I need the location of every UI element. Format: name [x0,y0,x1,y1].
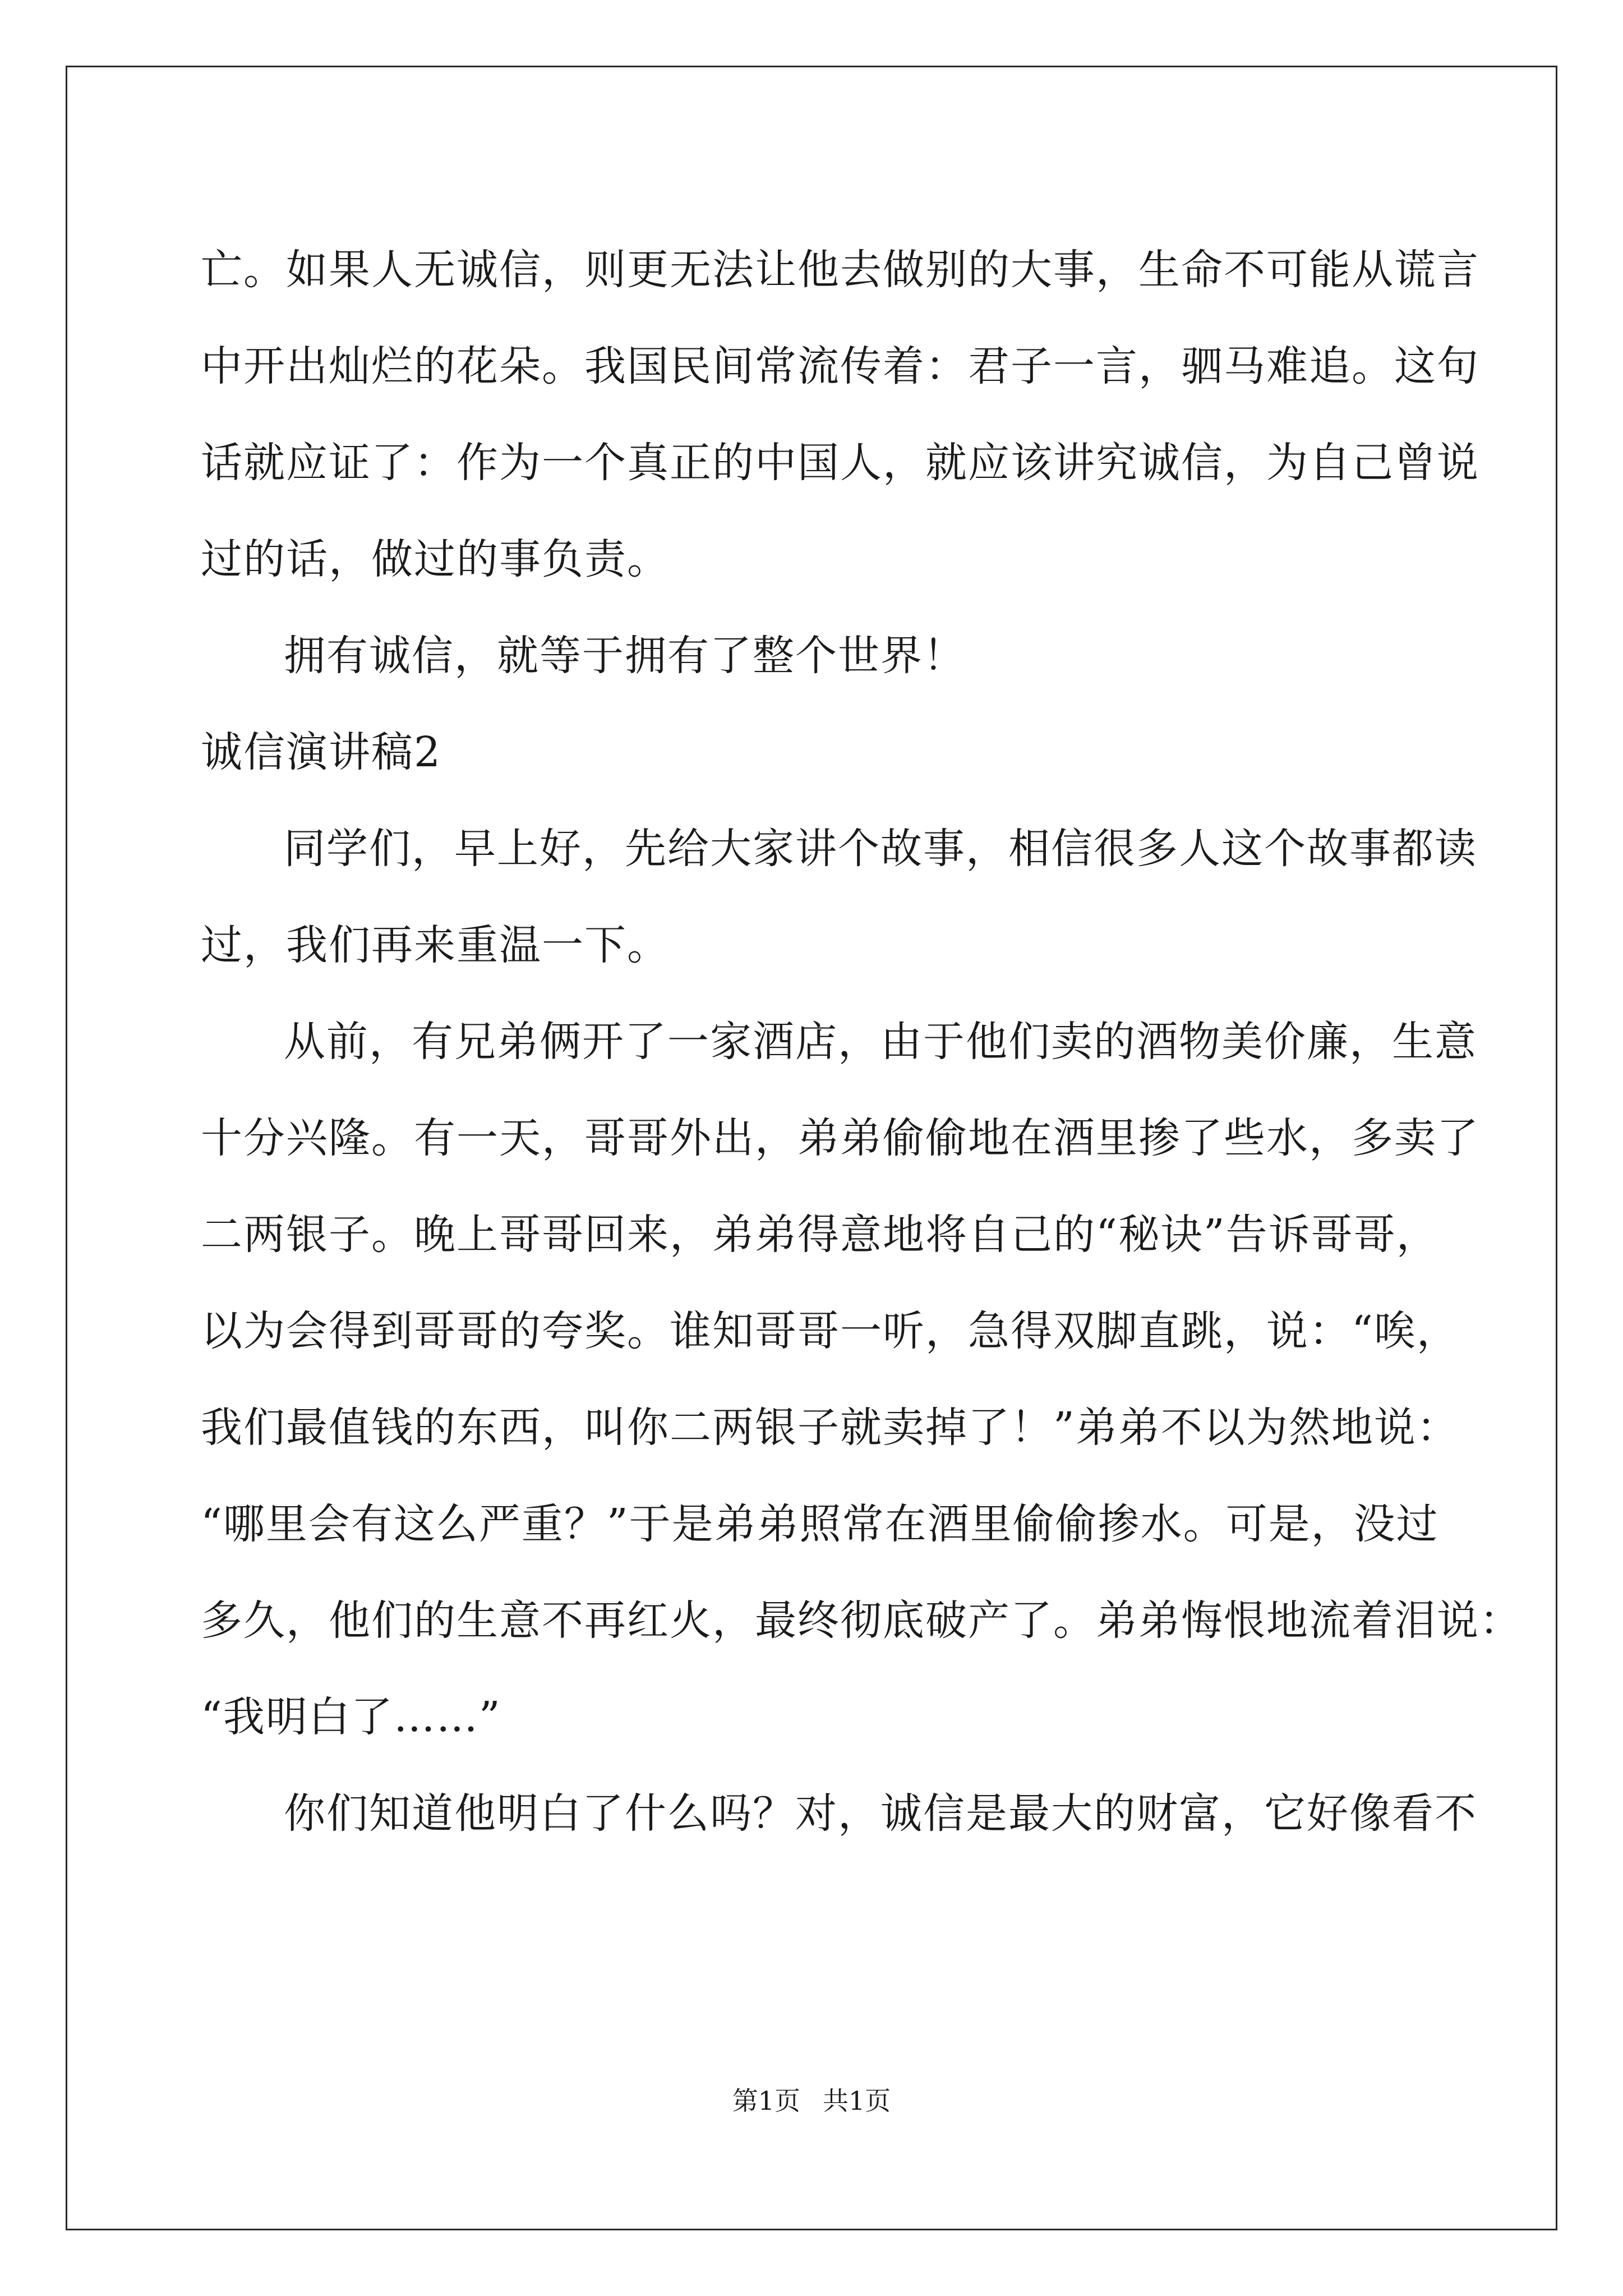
page-number-total: 共1页 [823,2086,891,2116]
text-line: 过，我们再来重温一下。 [201,921,670,969]
page-number-current: 第1页 [732,2086,800,2116]
paragraph-first-line: 从前，有兄弟俩开了一家酒店，由于他们卖的酒物美价廉，生意 [284,1018,1477,1066]
paragraph-first-line: 你们知道他明白了什么吗？对，诚信是最大的财富，它好像看不 [284,1789,1477,1838]
text-line: 多久，他们的生意不再红火，最终彻底破产了。弟弟悔恨地流着泪说： [201,1596,1522,1645]
text-line: 二两银子。晚上哥哥回来，弟弟得意地将自己的“秘诀”告诉哥哥， [201,1211,1439,1259]
text-line: “哪里会有这么严重？”于是弟弟照常在酒里偷偷掺水。可是，没过 [201,1500,1439,1548]
text-line: 中开出灿烂的花朵。我国民间常流传着：君子一言，驷马难追。这句 [201,342,1479,390]
text-line: 以为会得到哥哥的夸奖。谁知哥哥一听，急得双脚直跳，说：“唉， [201,1307,1459,1355]
text-line: 过的话，做过的事负责。 [201,535,670,583]
text-line: “我明白了……” [201,1693,501,1741]
text-line: 十分兴隆。有一天，哥哥外出，弟弟偷偷地在酒里掺了些水，多卖了 [201,1114,1479,1162]
page-footer [0,2084,1623,2118]
text-line: 亡。如果人无诚信，则更无法让他去做别的大事，生命不可能从谎言 [201,246,1479,294]
section-heading: 诚信演讲稿2 [201,728,442,776]
document-body [201,222,1522,1862]
paragraph-first-line: 同学们，早上好，先给大家讲个故事，相信很多人这个故事都读 [284,825,1477,873]
paragraph-first-line: 拥有诚信，就等于拥有了整个世界！ [284,632,966,680]
text-line: 我们最值钱的东西，叫你二两银子就卖掉了！”弟弟不以为然地说： [201,1404,1459,1452]
text-line: 话就应证了：作为一个真正的中国人，就应该讲究诚信，为自己曾说 [201,439,1479,487]
